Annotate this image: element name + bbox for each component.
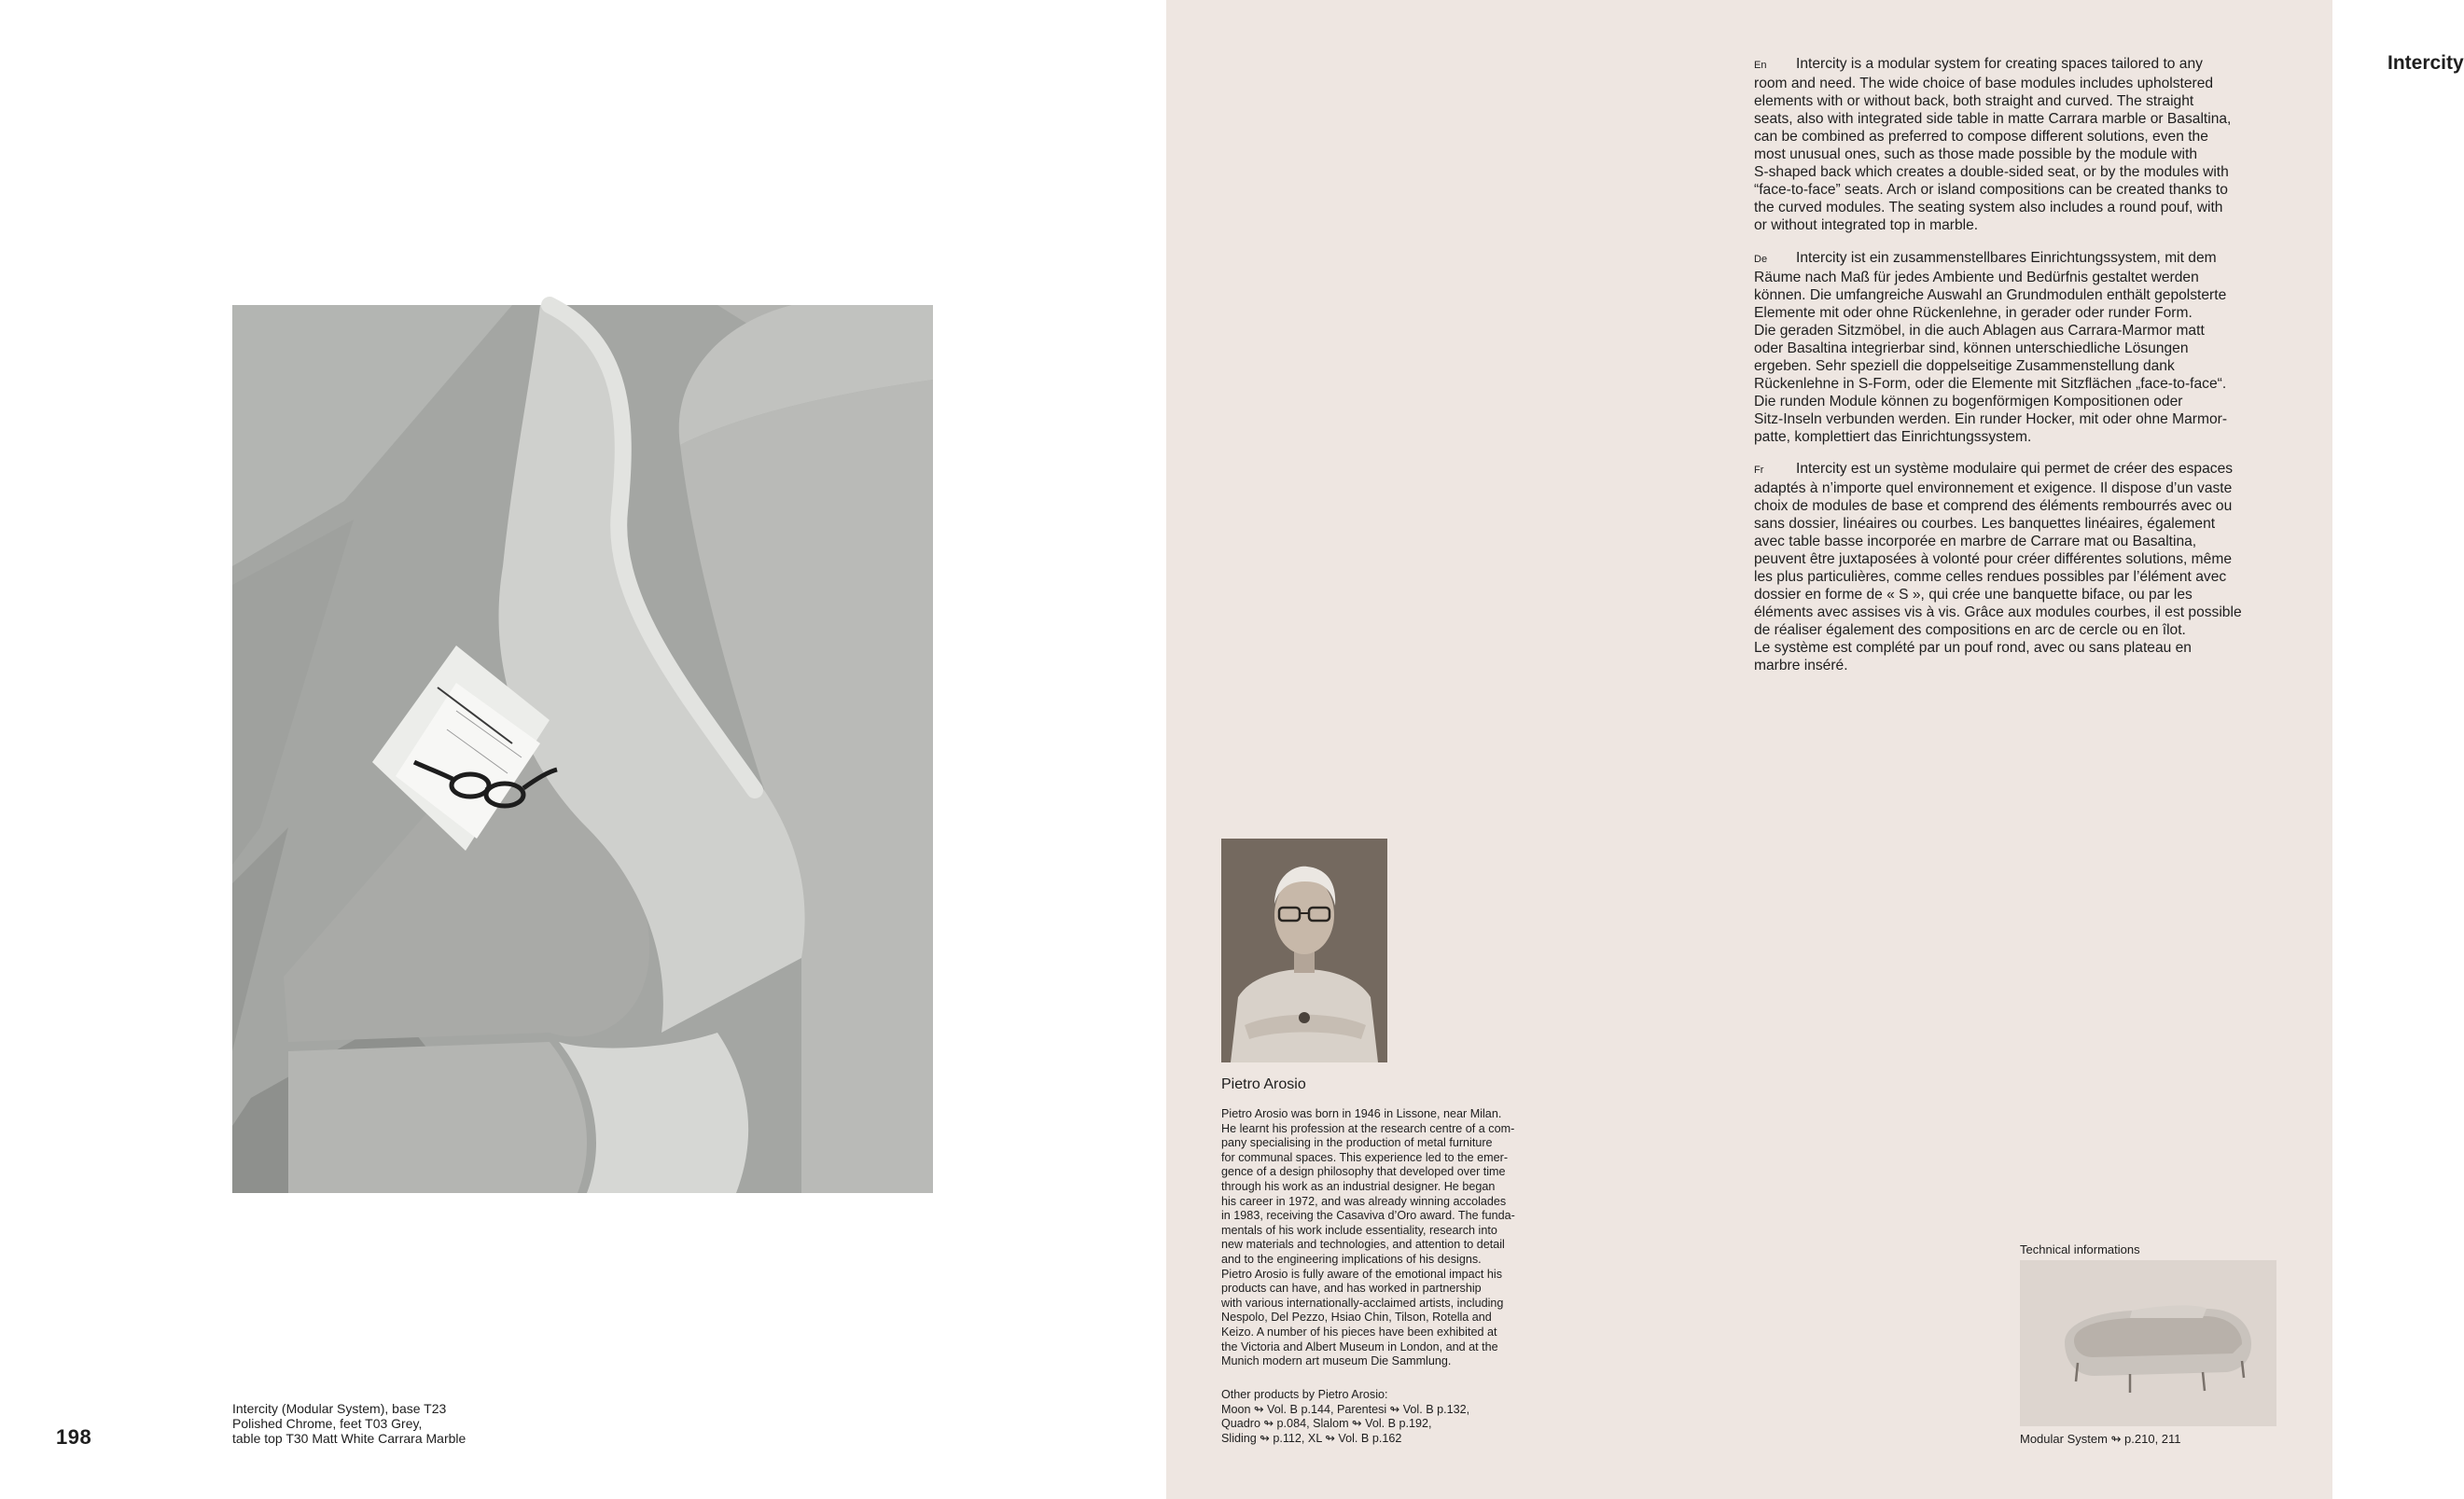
description-line: ergeben. Sehr speziell die doppelseitige Zusammenstellung dank <box>1754 358 2175 374</box>
description-line: S-shaped back which creates a double-sided seat, or by the modules with <box>1754 164 2229 180</box>
description-line: les plus particulières, comme celles rendues possibles par l’élément avec <box>1754 569 2227 585</box>
designer-portrait-illustration <box>1221 839 1387 1062</box>
description-line: Le système est complété par un pouf rond, avec ou sans plateau en <box>1754 640 2192 656</box>
other-products-line: Moon ↬ Vol. B p.144, Parentesi ↬ Vol. B p.132, <box>1221 1402 1470 1416</box>
description-line: de réaliser également des compositions en arc de cercle ou en îlot. <box>1754 622 2186 638</box>
description-french <box>1754 460 2281 674</box>
description-line: De Intercity ist ein zusammenstellbares Einrichtungssystem, mit dem <box>1754 249 2281 269</box>
description-line: dossier en forme de « S », qui crée une banquette biface, ou par les <box>1754 587 2193 603</box>
description-line: seats, also with integrated side table in matte Carrara marble or Basaltina, <box>1754 111 2232 127</box>
description-line: sans dossier, linéaires ou courbes. Les banquettes linéaires, également <box>1754 516 2216 532</box>
description-line: patte, komplettiert das Einrichtungssystem. <box>1754 429 2032 445</box>
description-line: Die geraden Sitzmöbel, in die auch Ablagen aus Carrara-Marmor matt <box>1754 323 2205 339</box>
description-line: choix de modules de base et comprend des éléments rembourrés avec ou <box>1754 498 2233 514</box>
bio-line: Nespolo, Del Pezzo, Hsiao Chin, Tilson, Rotella and <box>1221 1311 1492 1325</box>
description-line: or without integrated top in marble. <box>1754 217 1979 233</box>
bio-line: pany specialising in the production of metal furniture <box>1221 1136 1493 1150</box>
sofa-photo <box>232 305 933 1193</box>
description-line: avec table basse incorporée en marbre de Carrare mat ou Basaltina, <box>1754 534 2197 549</box>
description-line: éléments avec assises vis à vis. Grâce aux modules courbes, il est possible <box>1754 604 2242 620</box>
bio-line: gence of a design philosophy that developed over time <box>1221 1165 1506 1179</box>
bio-line: his career in 1972, and was already winning accolades <box>1221 1194 1507 1208</box>
other-products <box>1221 1388 1566 1446</box>
language-code: En <box>1754 60 1767 71</box>
bio-line: Munich modern art museum Die Sammlung. <box>1221 1354 1452 1368</box>
bio-line: Pietro Arosio is fully aware of the emotional impact his <box>1221 1267 1502 1281</box>
description-line: Fr Intercity est un système modulaire qui permet de créer des espaces <box>1754 460 2281 479</box>
description-line: adaptés à n’importe quel environnement et exigence. Il dispose d’un vaste <box>1754 480 2233 496</box>
other-products-line: Sliding ↬ p.112, XL ↬ Vol. B p.162 <box>1221 1431 1402 1445</box>
left-page <box>0 0 1166 1499</box>
bio-line: He learnt his profession at the research centre of a com- <box>1221 1121 1515 1135</box>
description-line: Elemente mit oder ohne Rückenlehne, in gerader oder runder Form. <box>1754 305 2193 321</box>
caption-line: Polished Chrome, feet T03 Grey, <box>232 1416 423 1431</box>
bio-line: new materials and technologies, and attention to detail <box>1221 1238 1505 1252</box>
photo-caption <box>232 1401 568 1446</box>
sofa-render-illustration <box>2020 1260 2276 1426</box>
description-english <box>1754 55 2281 234</box>
description-german <box>1754 249 2281 446</box>
bio-line: in 1983, receiving the Casaviva d’Oro award. The funda- <box>1221 1209 1515 1223</box>
bio-line: for communal spaces. This experience led to the emer- <box>1221 1150 1509 1164</box>
language-code: De <box>1754 254 1768 265</box>
other-products-line: Quadro ↬ p.084, Slalom ↬ Vol. B p.192, <box>1221 1417 1432 1431</box>
bio-line: with various internationally-acclaimed artists, including <box>1221 1296 1504 1310</box>
bio-line: Keizo. A number of his pieces have been exhibited at <box>1221 1325 1497 1339</box>
description-line: En Intercity is a modular system for creating spaces tailored to any <box>1754 55 2281 75</box>
product-title: Intercity <box>2387 52 2464 74</box>
caption-line: table top T30 Matt White Carrara Marble <box>232 1431 466 1446</box>
language-code: Fr <box>1754 465 1764 476</box>
technical-drawing <box>2020 1260 2276 1426</box>
description-line: Die runden Module können zu bogenförmigen Kompositionen oder <box>1754 394 2183 409</box>
sofa-photo-illustration <box>232 305 933 1193</box>
description-line: oder Basaltina integrierbar sind, können unterschiedliche Lösungen <box>1754 340 2189 356</box>
description-line: marbre inséré. <box>1754 658 1848 673</box>
technical-page-reference: Modular System ↬ p.210, 211 <box>2020 1432 2181 1446</box>
bio-line: products can have, and has worked in partnership <box>1221 1282 1482 1296</box>
bio-line: mentals of his work include essentiality, research into <box>1221 1223 1497 1237</box>
caption-line: Intercity (Modular System), base T23 <box>232 1401 447 1416</box>
description-line: können. Die umfangreiche Auswahl an Grundmodulen enthält gepolsterte <box>1754 287 2227 303</box>
description-line: the curved modules. The seating system also includes a round pouf, with <box>1754 200 2223 215</box>
designer-portrait <box>1221 839 1387 1062</box>
page-number: 198 <box>56 1425 92 1449</box>
description-line: can be combined as preferred to compose different solutions, even the <box>1754 129 2208 145</box>
description-line: “face-to-face” seats. Arch or island compositions can be created thanks to <box>1754 182 2228 198</box>
designer-bio <box>1221 1107 1566 1369</box>
description-line: most unusual ones, such as those made possible by the module with <box>1754 146 2198 162</box>
description-line: peuvent être juxtaposées à volonté pour créer différentes solutions, même <box>1754 551 2233 567</box>
other-products-heading: Other products by Pietro Arosio: <box>1221 1388 1388 1401</box>
bio-line: the Victoria and Albert Museum in London, and at the <box>1221 1339 1498 1353</box>
designer-name: Pietro Arosio <box>1221 1076 1306 1092</box>
bio-line: and to the engineering implications of his designs. <box>1221 1252 1482 1266</box>
description-line: Sitz-Inseln verbunden werden. Ein runder Hocker, mit oder ohne Marmor- <box>1754 411 2228 427</box>
description-line: Rückenlehne in S-Form, oder die Elemente mit Sitzflächen „face-to-face“. <box>1754 376 2227 392</box>
description-line: elements with or without back, both straight and curved. The straight <box>1754 93 2194 109</box>
bio-line: Pietro Arosio was born in 1946 in Lissone, near Milan. <box>1221 1107 1502 1120</box>
bio-line: through his work as an industrial designer. He began <box>1221 1179 1496 1193</box>
description-line: Räume nach Maß für jedes Ambiente und Bedürfnis gestaltet werden <box>1754 270 2199 285</box>
technical-info-label: Technical informations <box>2020 1242 2140 1256</box>
description-line: room and need. The wide choice of base modules includes upholstered <box>1754 76 2214 91</box>
